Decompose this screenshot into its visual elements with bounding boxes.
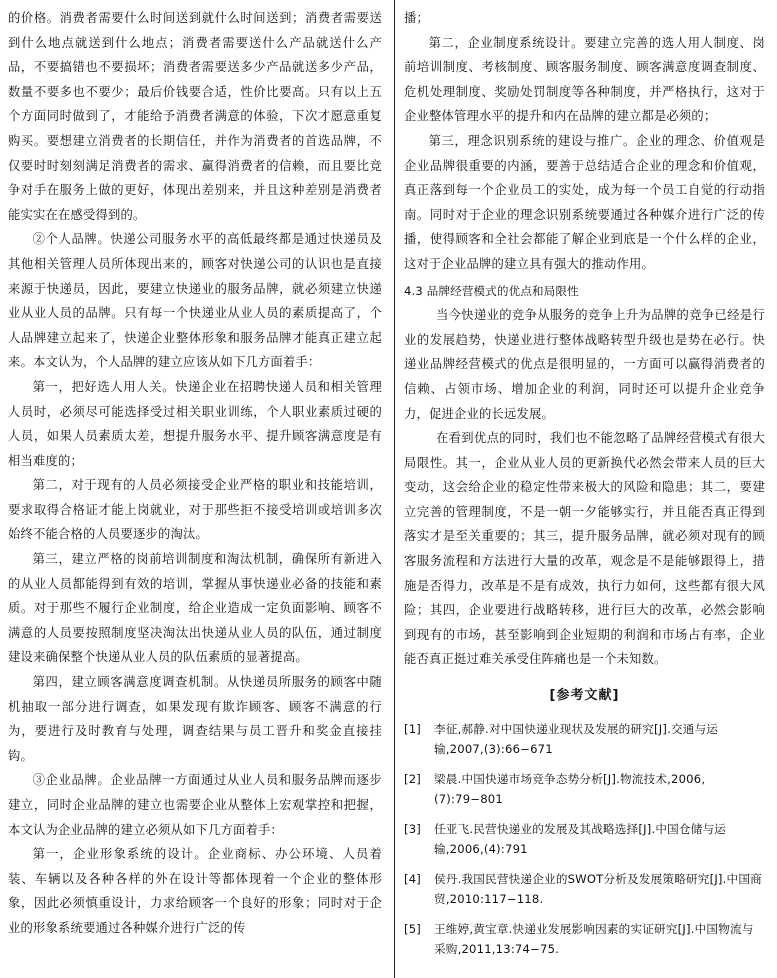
reference-item [404,719,765,759]
reference-item [404,869,765,909]
paragraph: 第四，建立顾客满意度调查机制。从快递员所服务的顾客中随机抽取一部分进行调查，如果发现有欺诈顾客、顾客不满意的行为，要进行及时教育与处理，调查结果与员工晋升和奖金直接挂钩。 [8,675,382,763]
references-title: [参考文献] [549,688,620,704]
paragraph: 第一，把好选人用人关。快递企业在招聘快递人员和相关管理人员时，必须尽可能选择受过相关职业训练，个人职业素质过硬的人员，如果人员素质太差，想提升服务水平、提升顾客满意度是有相当难度的； [8,379,382,468]
reference-text: 侯丹.我国民营快递企业的SWOT分析及发展策略研究[J].中国商贸,2010:117−118. [434,871,762,906]
paragraph: 的价格。消费者需要什么时间送到就什么时间送到；消费者需要送到什么地点就送到什么地点；消费者需要送什么产品就送什么产品，不要搞错也不要损坏；消费者需要送多少产品就送多少产品，数量不要多也不要少；最后价钱要合适，性价比要高。只有以上五个方面同时做到了，才能给予消费者满意的体验，下次才愿意重复购买。要想建立消费者的长期信任，并作为消费者的首选品牌，不仅要时时刻刻满足消费者的需求、赢得消费者的信赖，而且要比竞争对手在服务上做的更好，体现出差别来，并且这种差别是消费者能实实在在感受得到的。 [8,11,382,222]
reference-number: [4] [404,871,422,886]
reference-item [404,819,765,859]
paragraph: 当今快递业的竞争从服务的竞争上升为品牌的竞争已经是行业的发展趋势，快递业进行整体战略转型升级也是势在必行。快递业品牌经营模式的优点是很明显的，一方面可以赢得消费者的信赖、占领市场、增加企业的利润，同时还可以提升企业竞争力，促进企业的长远发展。 [404,308,765,421]
column-divider [394,0,395,978]
section-heading: 4.3 品牌经营模式的优点和局限性 [404,283,579,298]
reference-number: [1] [404,721,422,736]
reference-text: 任亚飞.民营快递业的发展及其战略选择[J].中国仓储与运输,2006,(4):791 [434,821,727,856]
right-column [404,6,765,969]
paragraph: 第二，对于现有的人员必须接受企业严格的职业和技能培训，要求取得合格证才能上岗就业，对于那些拒不接受培训或培训多次始终不能合格的人员要逐步的淘汰。 [8,478,382,542]
paragraph: 第一，企业形象系统的设计。企业商标、办公环境、人员着装、车辆以及各种各样的外在设计等都体现着一个企业的整体形象，因此必须慎重设计，力求给顾客一个良好的形象；同时对于企业的形象系统要通过各种媒介进行广泛的传 [8,847,382,935]
reference-text: 梁晨.中国快递市场竞争态势分析[J].物流技术,2006,(7):79−801 [434,771,706,806]
reference-number: [5] [404,921,422,936]
paragraph-enterprise-brand: ③企业品牌。企业品牌一方面通过从业人员和服务品牌而逐步建立，同时企业品牌的建立也需要企业从整体上宏观掌控和把握，本文认为企业品牌的建立必须从如下几方面着手： [8,773,382,837]
paragraph: 第三，理念识别系统的建设与推广。企业的理念、价值观是企业品牌很重要的内涵，要善于总结适合企业的理念和价值观，真正落到每一个企业员工的实处，成为每一个员工自觉的行动指南。同时对于企业的理念识别系统要通过各种媒介进行广泛的传播，使得顾客和全社会都能了解企业到底是一个什么样的企业，这对于企业品牌的建立具有强大的推动作用。 [404,133,765,271]
paragraph: 在看到优点的同时，我们也不能忽略了品牌经营模式有很大局限性。其一，企业从业人员的更新换代必然会带来人员的巨大变动，这会给企业的稳定性带来极大的风险和隐患；其二，要建立完善的管理制度，不是一朝一夕能够实行，并且能否真正得到落实才是至关重要的；其三，提升服务品牌，就必须对现有的顾客服务流程和方法进行大量的改革，观念是不是能够跟得上，措施是否得力，改革是不是有成效，执行力如何，这些都有很大风险；其四，企业要进行战略转移，进行巨大的改革，必然会影响到现有的市场，甚至影响到企业短期的利润和市场占有率，企业能否真正挺过难关承受住阵痛也是一个未知数。 [404,431,765,667]
paragraph: 第二，企业制度系统设计。要建立完善的选人用人制度、岗前培训制度、考核制度、顾客服务制度、顾客满意度调查制度、危机处理制度、奖励处罚制度等各种制度，并严格执行，这对于企业整体管理水平的提升和内在品牌的建立都是必须的； [404,35,765,124]
reference-number: [3] [404,821,422,836]
paragraph: 第三，建立严格的岗前培训制度和淘汰机制，确保所有新进入的从业人员都能得到有效的培训，掌握从事快递业必备的技能和素质。对于那些不履行企业制度，给企业造成一定负面影响、顾客不满意的人员要按照制度坚决淘汰出快递从业人员的队伍，通过制度建设来确保整个快递从业人员的队伍素质的显著提高。 [8,552,382,665]
paragraph: 播； [404,11,429,25]
reference-item [404,769,765,809]
reference-text: 王维婷,黄宝章.快递业发展影响因素的实证研究[J].中国物流与采购,2011,13:74−75. [434,921,754,956]
reference-number: [2] [404,771,422,786]
reference-item [404,919,765,959]
paragraph-personal-brand: ②个人品牌。快递公司服务水平的高低最终都是通过快递员及其他相关管理人员所体现出来的，顾客对快递公司的认识也是直接来源于快递员，因此，要建立快递业的服务品牌，就必须建立快递业从业人员的品牌。只有每一个快递业从业人员的素质提高了，个人品牌建立起来了，快递企业整体形象和服务品牌才能真正建立起来。本文认为，个人品牌的建立应该从如下几方面着手： [8,232,382,370]
references-list [404,719,765,959]
left-column [8,6,382,941]
reference-text: 李征,郝静.对中国快递业现状及发展的研究[J].交通与运输,2007,(3):66−671 [434,721,719,756]
